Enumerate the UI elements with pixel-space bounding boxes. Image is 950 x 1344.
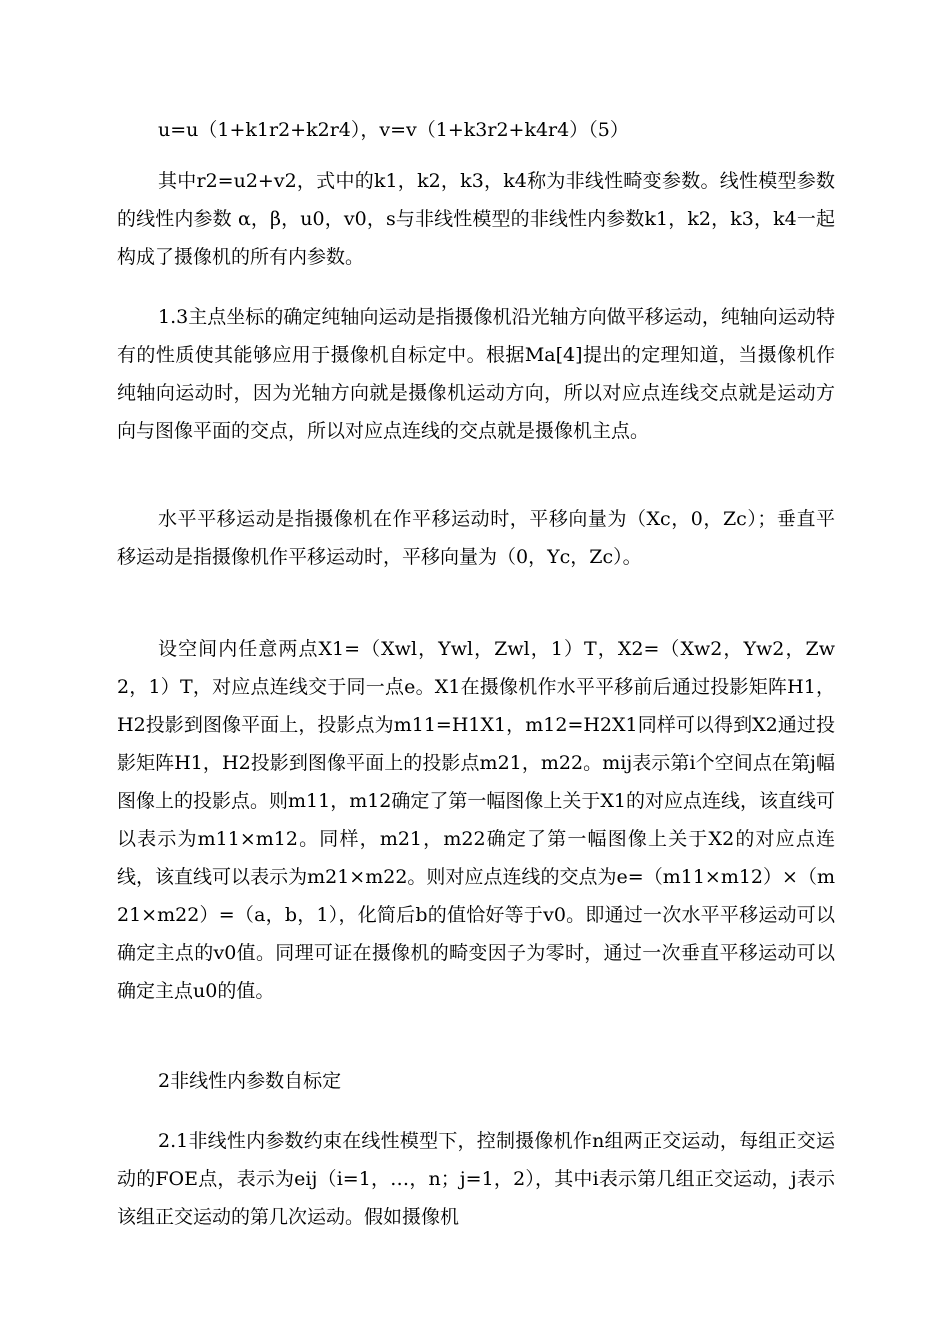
paragraph-principal-point: 1.3主点坐标的确定纯轴向运动是指摄像机沿光轴方向做平移运动，纯轴向运动特有的性质使其能够应用于摄像机自标定中。根据Ma[4]提出的定理知道，当摄像机作纯轴向运动时，因为光轴方向就是摄像机运动方向，所以对应点连线交点就是运动方向与图像平面的交点，所以对应点连线的交点就是摄像机主点。 [117,306,835,442]
paragraph-proof: 设空间内任意两点X1=（Xwl，Ywl，Zwl，1）T，X2=（Xw2，Yw2，Zw2，1）T，对应点连线交于同一点e。X1在摄像机作水平平移前后通过投影矩阵H1，H2投影到图像平面上，投影点为m11=H1X1，m12=H2X1同样可以得到X2通过投影矩阵H1，H2投影到图像平面上的投影点m21，m22。mij表示第i个空间点在第j幅图像上的投影点。则m11，m12确定了第一幅图像上关于X1的对应点连线，该直线可以表示为m11×m12。同样，m21，m22确定了第一幅图像上关于X2的对应点连线，该直线可以表示为m21×m22。则对应点连线的交点为e=（m11×m12）×（m21×m22）=（a，b，1），化简后b的值恰好等于v0。即通过一次水平平移运动可以确定主点的v0值。同理可证在摄像机的畸变因子为零时，通过一次垂直平移运动可以确定主点u0的值。 [117,638,836,1002]
section-heading: 2非线性内参数自标定 [158,1070,342,1092]
paragraph-constraint: 2.1非线性内参数约束在线性模型下，控制摄像机作n组两正交运动，每组正交运动的FOE点，表示为eij（i=1，…，n；j=1，2），其中i表示第几组正交运动，j表示该组正交运动的第几次运动。假如摄像机 [117,1130,835,1228]
paragraph-translation-motion: 水平平移运动是指摄像机在作平移运动时，平移向量为（Xc，0，Zc）；垂直平移运动是指摄像机作平移运动时，平移向量为（0，Yc，Zc）。 [117,508,835,568]
paragraph-nonlinear-params: 其中r2=u2+v2，式中的k1，k2，k3，k4称为非线性畸变参数。线性模型参数的线性内参数 α，β，u0，v0，s与非线性模型的非线性内参数k1，k2，k3，k4一起构成了摄像机的所有内参数。 [117,170,835,268]
equation-distortion-model: u=u（1+k1r2+k2r4），v=v（1+k3r2+k4r4）（5） [158,119,629,141]
